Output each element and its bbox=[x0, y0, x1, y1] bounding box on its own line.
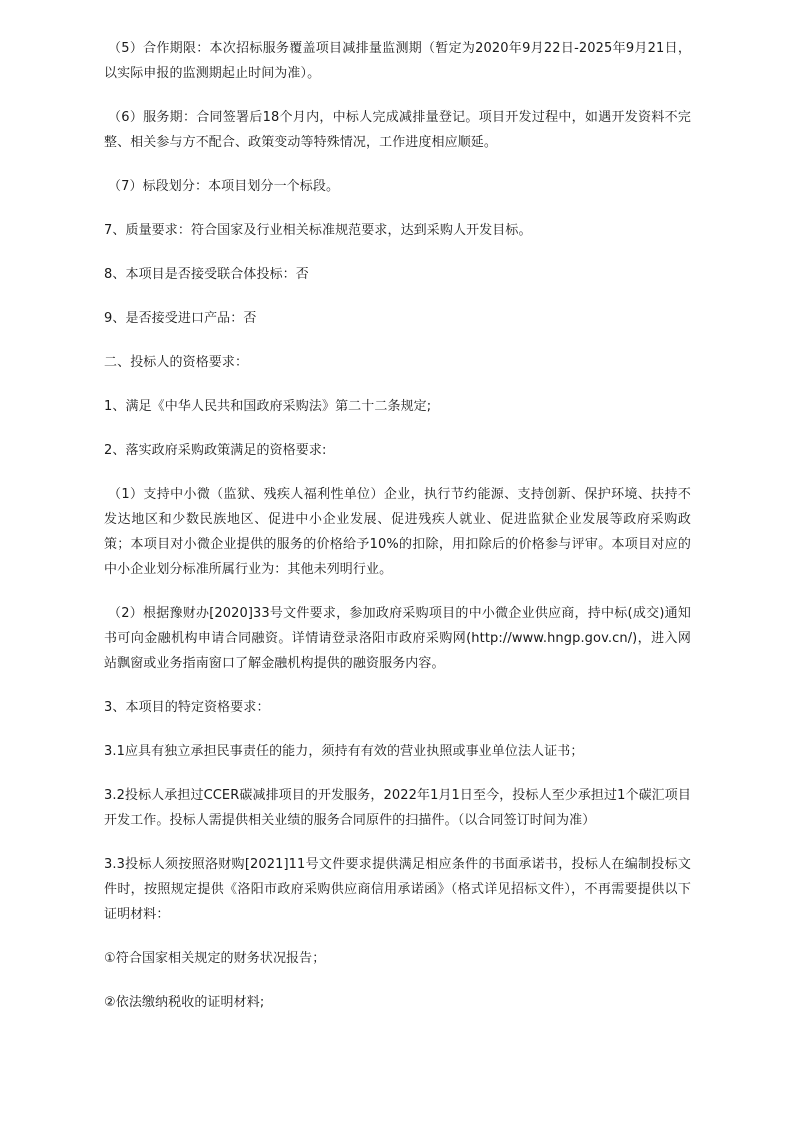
section-heading-bidder-qualification: 二、投标人的资格要求： bbox=[104, 355, 249, 370]
paragraph-credit-commitment: 3.3投标人须按照洛财购[2021]11号文件要求提供满足相应条件的书面承诺书，投标人在编制投标文件时，按照规定提供《洛阳市政府采购供应商信用承诺函》（格式详见招标文件），不再需要提供以下证明材料： bbox=[104, 857, 691, 922]
paragraph-financial-report: ①符合国家相关规定的财务状况报告； bbox=[104, 951, 326, 966]
paragraph-civil-liability: 3.1应具有独立承担民事责任的能力，须持有有效的营业执照或事业单位法人证书； bbox=[104, 744, 584, 759]
paragraph-lot-division: （7）标段划分：本项目划分一个标段。 bbox=[108, 179, 340, 194]
paragraph-cooperation-period: （5）合作期限：本次招标服务覆盖项目减排量监测期（暂定为2020年9月22日-2025年9月21日，以实际申报的监测期起止时间为准）。 bbox=[104, 41, 691, 81]
paragraph-joint-bidding: 8、本项目是否接受联合体投标：否 bbox=[104, 267, 309, 282]
paragraph-contract-financing: （2）根据豫财办[2020]33号文件要求，参加政府采购项目的中小微企业供应商，持中标(成交)通知书可向金融机构申请合同融资。详情请登录洛阳市政府采购网(http://www.hngp.gov.cn/)，进入网站飘窗或业务指南窗口了解金融机构提供的融资服务内容。 bbox=[104, 606, 691, 671]
paragraph-sme-support: （1）支持中小微（监狱、残疾人福利性单位）企业，执行节约能源、支持创新、保护环境、扶持不发达地区和少数民族地区、促进中小企业发展、促进残疾人就业、促进监狱企业发展等政府采购政策；本项目对小微企业提供的服务的价格给予10%的扣除，用扣除后的价格参与评审。本项目对应的中小企业划分标准所属行业为：其他未列明行业。 bbox=[104, 487, 691, 577]
paragraph-service-period: （6）服务期：合同签署后18个月内，中标人完成减排量登记。项目开发过程中，如遇开发资料不完整、相关参与方不配合、政策变动等特殊情况，工作进度相应顺延。 bbox=[104, 110, 691, 150]
paragraph-procurement-law: 1、满足《中华人民共和国政府采购法》第二十二条规定; bbox=[104, 399, 432, 414]
paragraph-policy-requirements: 2、落实政府采购政策满足的资格要求: bbox=[104, 443, 327, 458]
paragraph-ccer-experience: 3.2投标人承担过CCER碳减排项目的开发服务，2022年1月1日至今，投标人至少承担过1个碳汇项目开发工作。投标人需提供相关业绩的服务合同原件的扫描件。（以合同签订时间为准） bbox=[104, 788, 691, 828]
paragraph-specific-requirements: 3、本项目的特定资格要求： bbox=[104, 700, 270, 715]
paragraph-tax-proof: ②依法缴纳税收的证明材料; bbox=[104, 995, 265, 1010]
paragraph-imported-products: 9、是否接受进口产品：否 bbox=[104, 311, 257, 326]
paragraph-quality-requirement: 7、质量要求：符合国家及行业相关标准规范要求，达到采购人开发目标。 bbox=[104, 223, 532, 238]
